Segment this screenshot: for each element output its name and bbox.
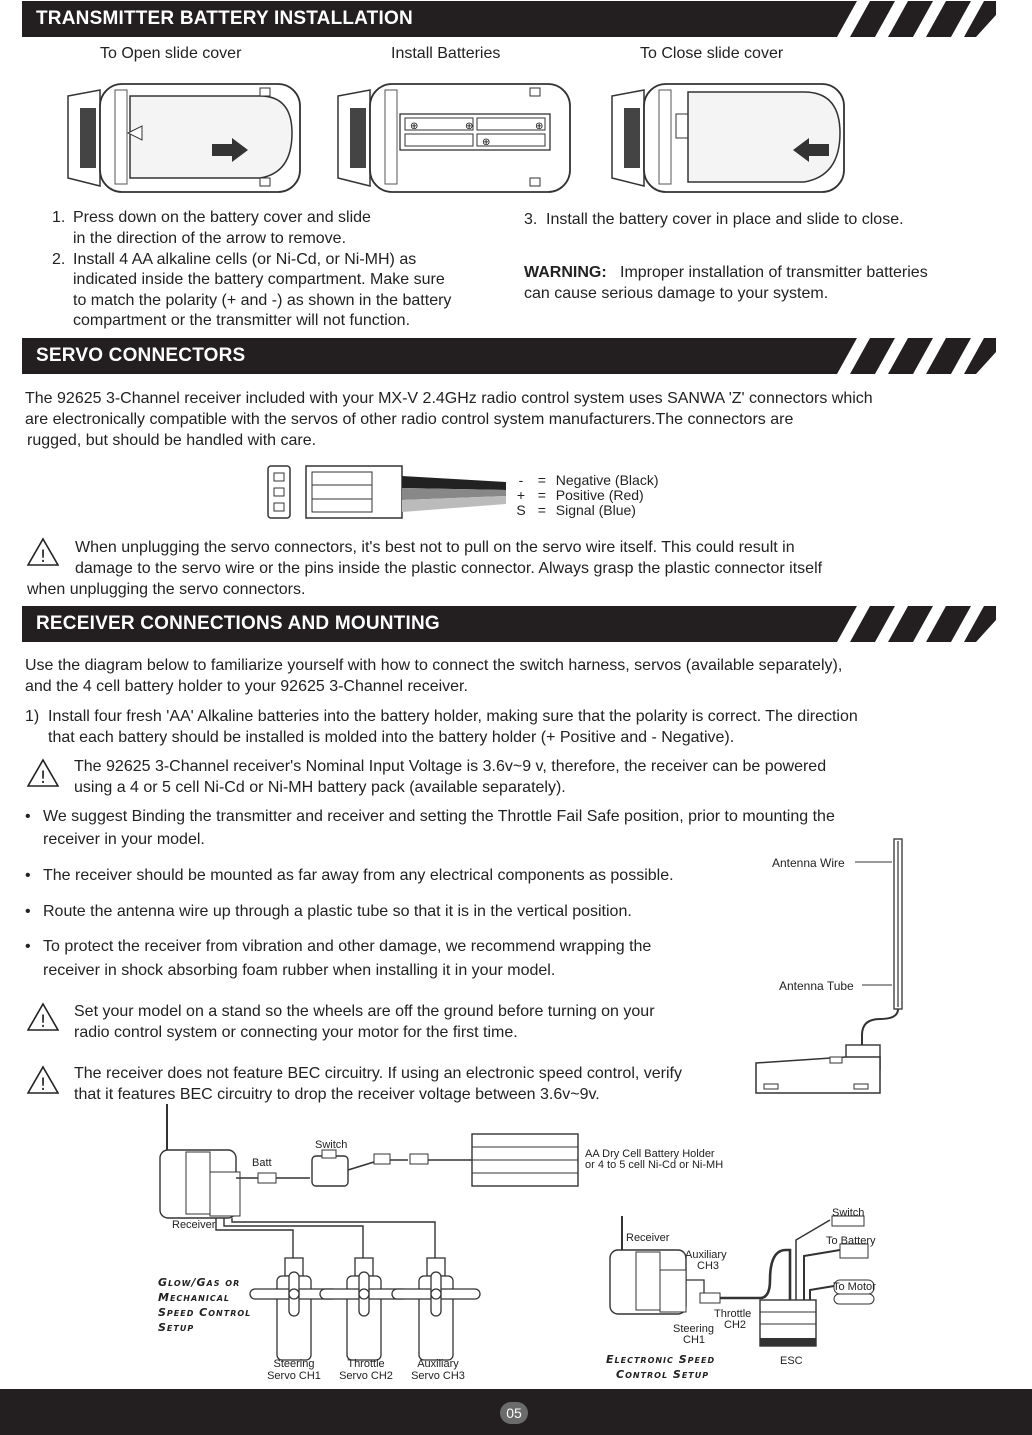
step3-text: Install the battery cover in place and slide to close.: [546, 211, 904, 228]
antenna-wire-label: Antenna Wire: [772, 856, 845, 870]
section-header-battery: [22, 1, 996, 37]
section-title: RECEIVER CONNECTIONS AND MOUNTING: [36, 613, 440, 634]
glow-setup-line3: Speed Control: [158, 1306, 252, 1319]
servo-caution-line2: damage to the servo wire or the pins inside the plastic connector. Always grasp the plastic connector itself: [75, 560, 823, 577]
stand-caution-line2: radio control system or connecting your motor for the first time.: [74, 1024, 518, 1041]
svg-text:⊕: ⊕: [535, 121, 544, 132]
caption-open: To Open slide cover: [100, 45, 242, 62]
section-header-receiver: [22, 606, 996, 642]
svg-text:!: !: [39, 1012, 47, 1032]
step1-text-line2: in the direction of the arrow to remove.: [73, 230, 347, 247]
section-title: TRANSMITTER BATTERY INSTALLATION: [36, 8, 413, 29]
receiver-intro-line2: and the 4 cell battery holder to your 92625 3-Channel receiver.: [25, 678, 468, 695]
servo-ch2-label: [338, 1358, 394, 1382]
bullet1-line1: We suggest Binding the transmitter and receiver and setting the Throttle Fail Safe position, prior to mounting the: [43, 808, 835, 825]
esc-receiver-label: Receiver: [626, 1232, 670, 1244]
warning-triangle-icon: [27, 758, 59, 788]
servo-connector-illustration: [266, 462, 510, 522]
servo-label-line1: Throttle: [347, 1358, 385, 1370]
legend-equals: =: [537, 502, 546, 518]
servo-caution-line1: When unplugging the servo connectors, it's best not to pull on the servo wire itself. This could result in: [75, 539, 795, 556]
servo-label-line2: Servo CH3: [411, 1370, 465, 1382]
step1-text-line1: Press down on the battery cover and slide: [73, 209, 371, 226]
bullet4-line2: receiver in shock absorbing foam rubber when installing it in your model.: [43, 962, 556, 979]
servo-ch1-label: [266, 1358, 322, 1382]
servo-caution-line3: when unplugging the servo connectors.: [27, 581, 306, 598]
legend-symbol: S: [516, 502, 526, 518]
warning-text-line1: Improper installation of transmitter batteries: [620, 264, 928, 281]
servo-label-line1: Steering: [273, 1358, 315, 1370]
ch3-label: CH3: [697, 1260, 720, 1272]
step1-num: 1.: [52, 209, 66, 226]
servo-label-line2: Servo CH2: [339, 1370, 393, 1382]
auxiliary-label: Auxiliary: [685, 1249, 727, 1261]
batt-label: Batt: [252, 1157, 272, 1169]
receiver-step1-line1: Install four fresh 'AA' Alkaline batteries into the battery holder, making sure that the polarity is correct. The direction: [48, 708, 858, 725]
warning-text-line2: can cause serious damage to your system.: [524, 285, 829, 302]
legend-desc: Signal (Blue): [555, 502, 636, 518]
step2-text-line2: indicated inside the battery compartment. Make sure: [73, 271, 445, 288]
legend-symbol: +: [516, 487, 526, 503]
stripes-decoration: [812, 606, 996, 642]
bec-caution-line1: The receiver does not feature BEC circuitry. If using an electronic speed control, verify: [74, 1065, 682, 1082]
svg-text:⊕: ⊕: [465, 121, 474, 132]
legend-desc: Positive (Red): [555, 487, 644, 503]
section-title: SERVO CONNECTORS: [36, 345, 246, 366]
bullet2: The receiver should be mounted as far away from any electrical components as possible.: [43, 867, 674, 884]
bullet-dot: •: [25, 938, 31, 955]
svg-text:⊕: ⊕: [410, 121, 419, 132]
battery-holder-label-line1: AA Dry Cell Battery Holder: [585, 1148, 715, 1160]
servo-para-line2: are electronically compatible with the servos of other radio control system manufacturers.The connectors are: [25, 411, 794, 428]
caption-close: To Close slide cover: [640, 45, 784, 62]
servo-para-line1: The 92625 3-Channel receiver included with your MX-V 2.4GHz radio control system uses SANWA 'Z' connectors which: [25, 390, 873, 407]
warning-triangle-icon: [27, 1065, 59, 1095]
bullet-dot: •: [25, 903, 31, 920]
section-header-servo: [22, 338, 996, 374]
bullet-dot: •: [25, 867, 31, 884]
esc-switch-label: Switch: [832, 1207, 865, 1219]
servo-label-line2: Servo CH1: [267, 1370, 321, 1382]
ch2-label: CH2: [724, 1319, 747, 1331]
warning-triangle-icon: [27, 537, 59, 567]
battery-holder-label-line2: or 4 to 5 cell Ni-Cd or Ni-MH: [585, 1159, 724, 1171]
step2-num: 2.: [52, 251, 66, 268]
bullet1-line2: receiver in your model.: [43, 831, 205, 848]
stand-caution-line1: Set your model on a stand so the wheels are off the ground before turning on your: [74, 1003, 655, 1020]
stripes-decoration: [812, 338, 996, 374]
to-motor-label: To Motor: [833, 1281, 876, 1293]
bec-caution-line2: that it features BEC circuitry to drop the receiver voltage between 3.6v~9v.: [74, 1086, 600, 1103]
svg-text:⊕: ⊕: [482, 137, 491, 148]
caption-install: Install Batteries: [391, 45, 501, 62]
warning-triangle-icon: [27, 1002, 59, 1032]
esc-setup-line1: Electronic Speed: [606, 1353, 716, 1366]
receiver-step1-num: 1): [25, 708, 40, 725]
transmitter-batteries-illustration: [330, 78, 575, 196]
esc-setup-line2: Control Setup: [616, 1368, 710, 1381]
receiver-label: Receiver: [172, 1219, 216, 1231]
antenna-tube-label: Antenna Tube: [779, 979, 854, 993]
glow-setup-line4: Setup: [158, 1321, 195, 1334]
page-number: 05: [500, 1402, 528, 1424]
esc-label: ESC: [780, 1355, 803, 1367]
receiver-step1-line2: that each battery should be installed is molded into the battery holder (+ Positive and - Negative).: [48, 729, 735, 746]
bullet3: Route the antenna wire up through a plastic tube so that it is in the vertical position.: [43, 903, 632, 920]
voltage-note-line2: using a 4 or 5 cell Ni-Cd or Ni-MH battery pack (available separately).: [74, 779, 566, 796]
legend-symbol: -: [518, 472, 524, 488]
warning-label: WARNING:: [524, 264, 607, 281]
svg-text:!: !: [39, 768, 47, 788]
glow-setup-line1: Glow/Gas or: [158, 1276, 241, 1289]
steering-label: Steering: [673, 1323, 714, 1335]
legend-equals: =: [537, 472, 546, 488]
switch-label: Switch: [315, 1139, 348, 1151]
servo-para-line3: rugged, but should be handled with care.: [27, 432, 317, 449]
legend-desc: Negative (Black): [555, 472, 659, 488]
throttle-label: Throttle: [714, 1308, 752, 1320]
ch1-label: CH1: [683, 1334, 706, 1346]
legend-equals: =: [537, 487, 546, 503]
step2-text-line4: compartment or the transmitter will not function.: [73, 312, 411, 329]
svg-text:!: !: [39, 547, 47, 567]
bullet-dot: •: [25, 808, 31, 825]
transmitter-close-illustration: [604, 78, 849, 196]
servo-label-line1: Auxiliary: [417, 1358, 459, 1370]
to-battery-label: To Battery: [826, 1235, 876, 1247]
glow-setup-line2: Mechanical: [158, 1291, 231, 1304]
transmitter-open-illustration: [60, 78, 305, 196]
receiver-intro-line1: Use the diagram below to familiarize yourself with how to connect the switch harness, servos (available separately),: [25, 657, 843, 674]
stripes-decoration: [812, 1, 996, 37]
step2-text-line3: to match the polarity (+ and -) as shown in the battery: [73, 292, 452, 309]
legend-signal: [514, 501, 636, 519]
svg-text:!: !: [39, 1075, 47, 1095]
antenna-receiver-illustration: [750, 835, 920, 1100]
step2-text-line1: Install 4 AA alkaline cells (or Ni-Cd, or Ni-MH) as: [73, 251, 417, 268]
servo-ch3-label: [410, 1358, 466, 1382]
bullet4-line1: To protect the receiver from vibration and other damage, we recommend wrapping the: [43, 938, 652, 955]
voltage-note-line1: The 92625 3-Channel receiver's Nominal Input Voltage is 3.6v~9 v, therefore, the receiver can be powered: [74, 758, 827, 775]
step3-num: 3.: [524, 211, 538, 228]
